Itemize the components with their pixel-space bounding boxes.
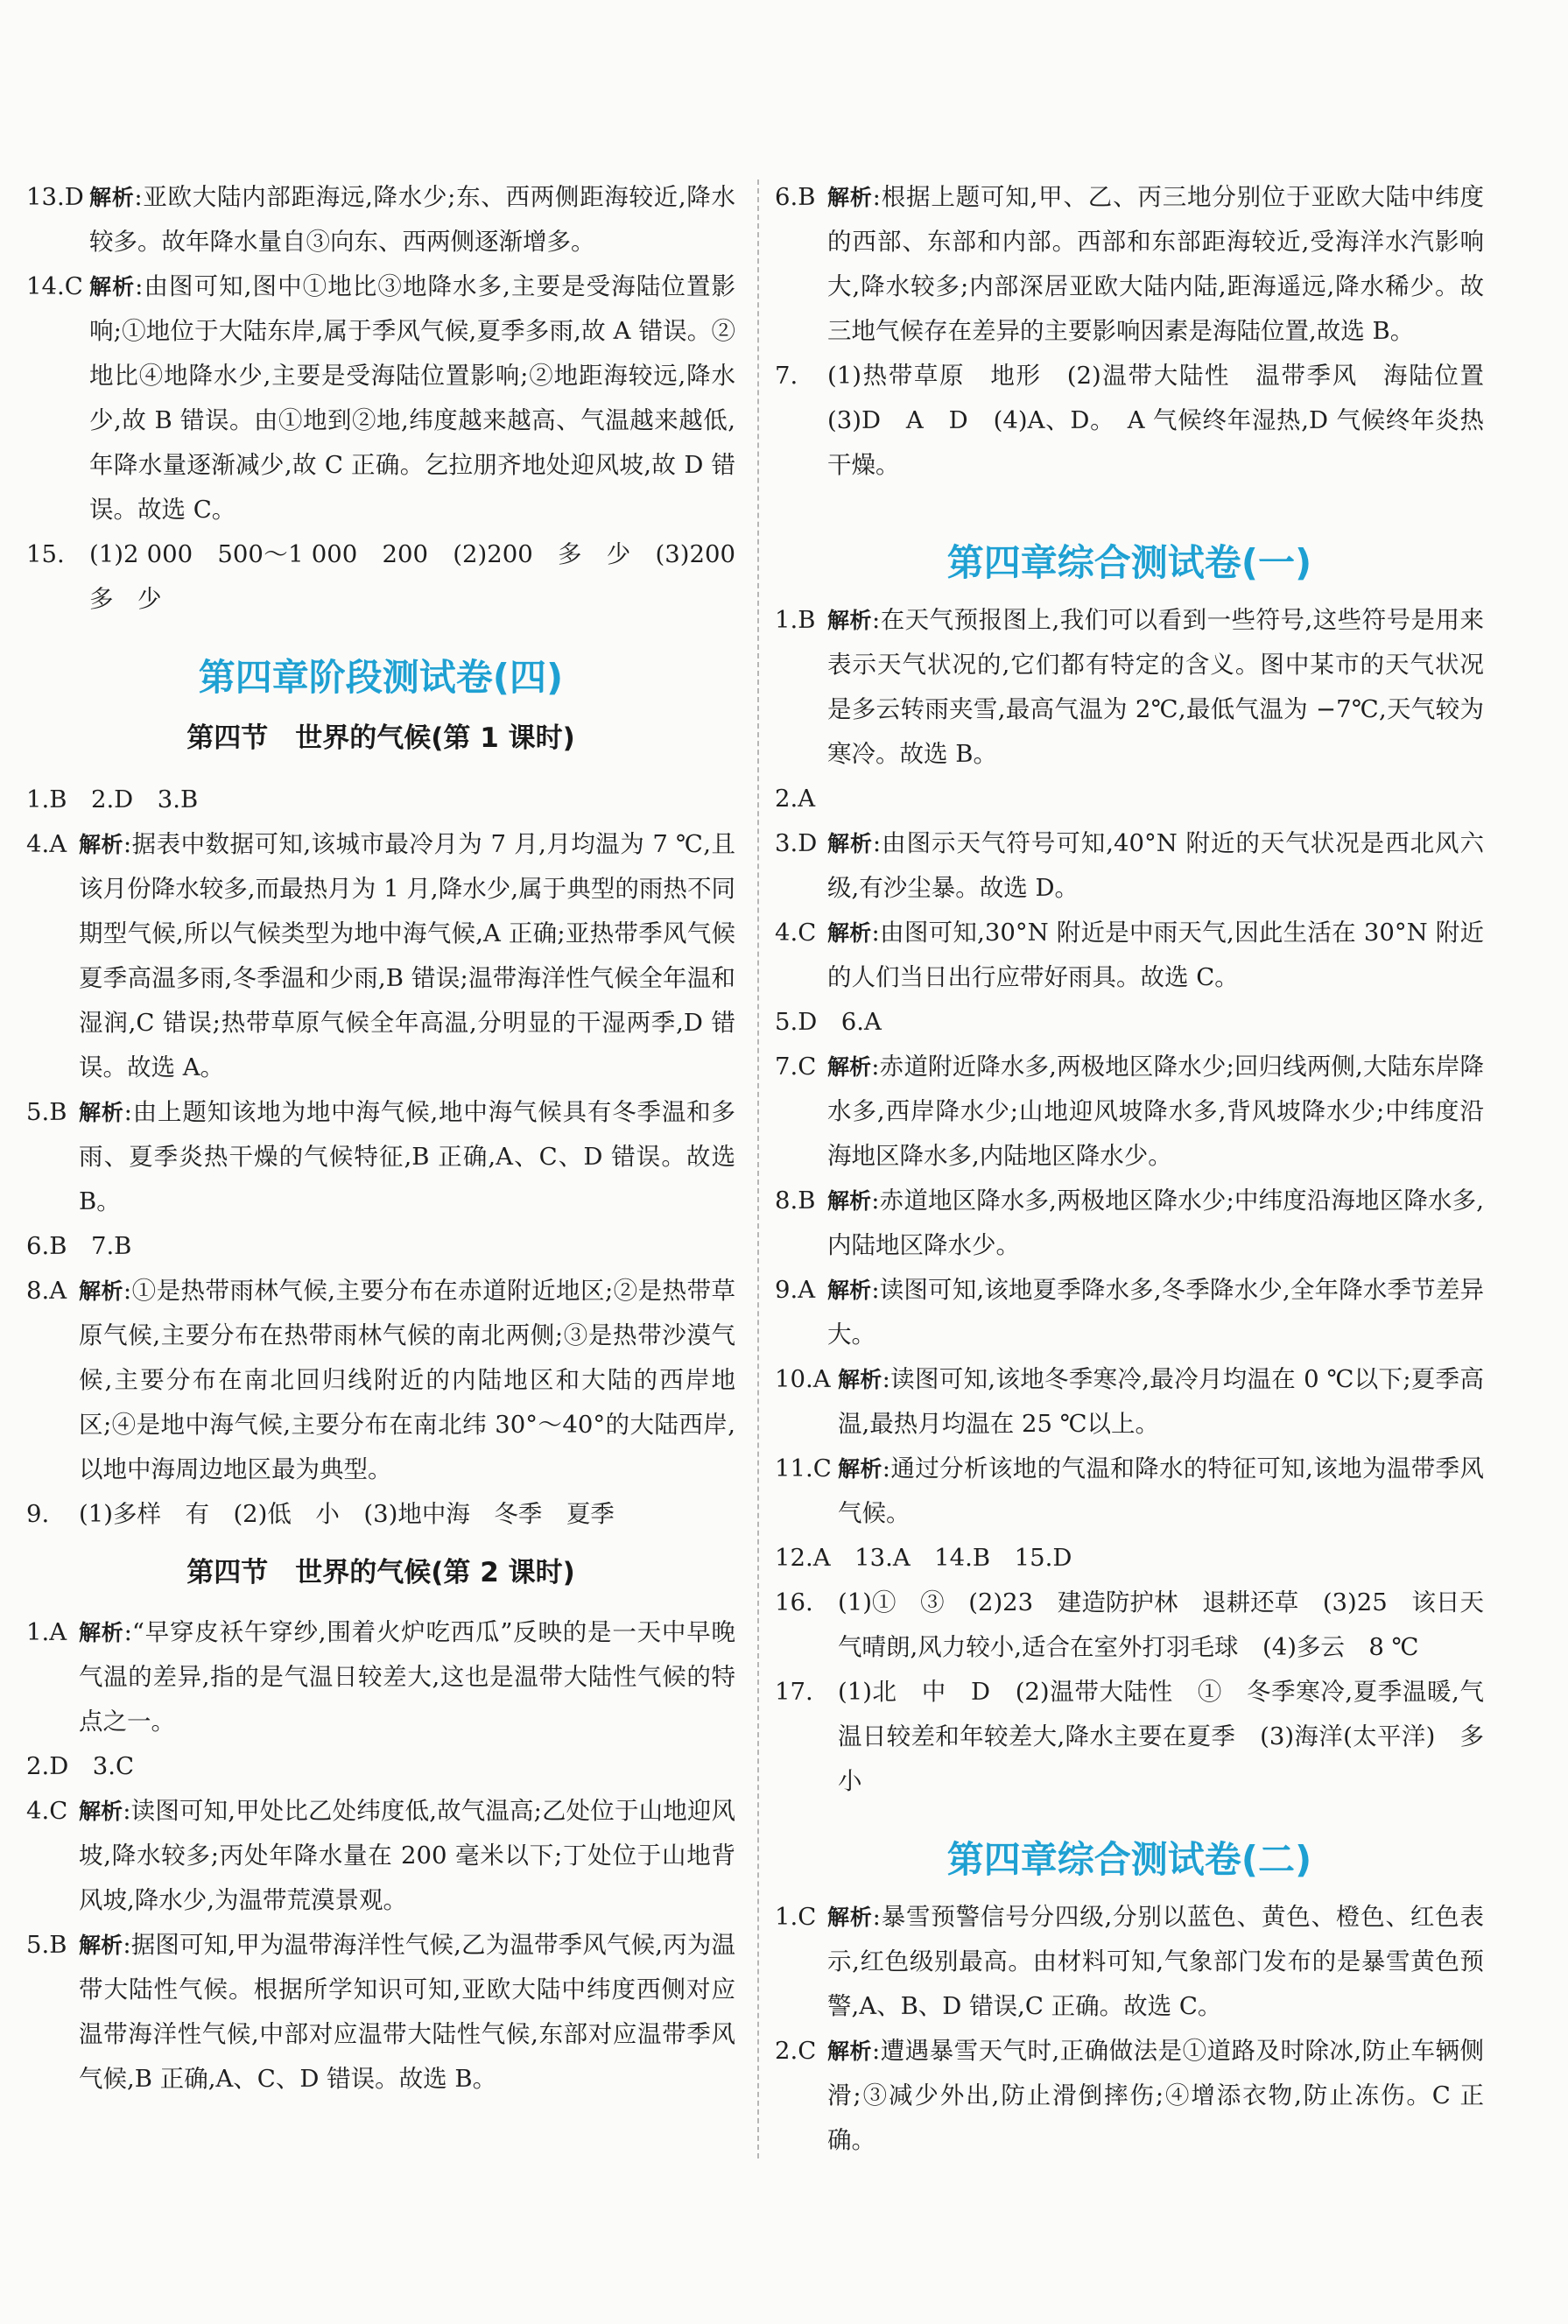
answer-choice: B bbox=[798, 606, 816, 634]
question-number: 16. bbox=[775, 1588, 813, 1616]
answer-choice: A bbox=[49, 1277, 67, 1305]
answers-2-3: 2.D 3.C bbox=[26, 1752, 135, 1780]
question-number: 5. bbox=[26, 1931, 50, 1959]
answer-text: (1)① ③ (2)23 建造防护林 退耕还草 (3)25 该日天气晴朗,风力较小,适合在室外打羽毛球 (4)多云 8 ℃ bbox=[838, 1588, 1484, 1661]
question-number: 8. bbox=[26, 1277, 50, 1305]
answer-choice: A bbox=[49, 1618, 67, 1646]
column-divider bbox=[757, 180, 759, 2159]
analysis-text: :暴雪预警信号分四级,分别以蓝色、黄色、橙色、红色表示,红色级别最高。由材料可知,气象部门发布的是暴雪黄色预警,A、B、D 错误,C 正确。故选 C。 bbox=[827, 1903, 1484, 2020]
answer-choice: C bbox=[798, 1903, 817, 1931]
answer-4 bbox=[26, 822, 735, 1090]
question-number: 5. bbox=[26, 1098, 50, 1126]
analysis-text: :“早穿皮袄午穿纱,围着火炉吃西瓜”反映的是一天中早晚气温的差异,指的是气温日较差大,这也是温带大陆性气候的特点之一。 bbox=[79, 1618, 735, 1736]
answer-4 bbox=[26, 1789, 735, 1923]
analysis-text: :由图可知,30°N 附近是中雨天气,因此生活在 30°N 附近的人们当日出行应带好雨具。故选 C。 bbox=[827, 919, 1484, 991]
answer-choice: B bbox=[798, 183, 816, 211]
answer-9 bbox=[775, 1268, 1484, 1357]
question-number: 9. bbox=[775, 1276, 798, 1304]
analysis-label: 解析 bbox=[838, 1456, 882, 1482]
analysis-label: 解析 bbox=[79, 1100, 124, 1125]
answer-choice: A bbox=[812, 1365, 831, 1393]
analysis-label: 解析 bbox=[827, 185, 873, 210]
analysis-text: :遭遇暴雪天气时,正确做法是①道路及时除冰,防止车辆侧滑;③减少外出,防止滑倒摔伤;④增添衣物,防止冻伤。C 正确。 bbox=[827, 2037, 1484, 2154]
question-number: 10. bbox=[775, 1365, 813, 1393]
analysis-text: :读图可知,该地夏季降水多,冬季降水少,全年降水季节差异大。 bbox=[827, 1276, 1484, 1349]
answer-choice: D bbox=[64, 183, 84, 211]
answers-5-6: 5.D 6.A bbox=[775, 1008, 882, 1036]
analysis-text: :亚欧大陆内部距海远,降水少;东、西两侧距海较近,降水较多。故年降水量自③向东、西两侧逐渐增多。 bbox=[89, 183, 735, 256]
analysis-text: :赤道附近降水多,两极地区降水少;回归线两侧,大陆东岸降水多,西岸降水少;山地迎风坡降水多,背风坡降水少;中纬度沿海地区降水多,内陆地区降水少。 bbox=[827, 1053, 1484, 1170]
analysis-text: :据表中数据可知,该城市最冷月为 7 月,月均温为 7 ℃,且该月份降水较多,而最热月为 1 月,降水少,属于典型的雨热不同期型气候,所以气候类型为地中海气候,A 正确;亚热带季风气候夏季高温多雨,冬季温和少雨,B 错误;温带海洋性气候全年温和湿润,C 错误;热带草原气候全年高温,分明显的干湿两季,D 错误。故选 A。 bbox=[79, 830, 735, 1081]
answer-choice: B bbox=[49, 1931, 67, 1959]
question-number: 9. bbox=[26, 1500, 50, 1528]
answer-4 bbox=[775, 911, 1484, 1000]
answer-17 bbox=[775, 1670, 1508, 1804]
answer-2 bbox=[775, 2029, 1484, 2163]
answer-3 bbox=[775, 821, 1484, 911]
analysis-label: 解析 bbox=[79, 1278, 123, 1304]
question-number: 8. bbox=[775, 1187, 798, 1215]
answer-9 bbox=[26, 1492, 735, 1537]
analysis-label: 解析 bbox=[827, 831, 873, 856]
answer-text: (1)热带草原 地形 (2)温带大陆性 温带季风 海陆位置 (3)D A D (4)A、D。 A 气候终年湿热,D 气候终年炎热干燥。 bbox=[827, 362, 1508, 479]
answer-choice: A bbox=[49, 830, 67, 858]
subsection-title-lesson-1: 第四节 世界的气候(第 1 课时) bbox=[186, 722, 575, 754]
answer-10 bbox=[775, 1357, 1484, 1447]
answers-12-15: 12.A 13.A 14.B 15.D bbox=[775, 1544, 1072, 1572]
answers-1-3: 1.B 2.D 3.B bbox=[26, 785, 199, 813]
analysis-label: 解析 bbox=[89, 274, 136, 299]
answer-16 bbox=[775, 1581, 1484, 1670]
question-number: 4. bbox=[775, 919, 798, 947]
answer-7 bbox=[775, 1045, 1484, 1179]
section-title-comprehensive-test-1: 第四章综合测试卷(一) bbox=[946, 541, 1312, 584]
analysis-text: :①是热带雨林气候,主要分布在赤道附近地区;②是热带草原气候,主要分布在热带雨林气候的南北两侧;③是热带沙漠气候,主要分布在南北回归线附近的内陆地区和大陆的西岸地区;④是地中海气候,主要分布在南北纬 30°～40°的大陆西岸,以地中海周边地区最为典型。 bbox=[79, 1277, 735, 1483]
question-number: 7. bbox=[775, 1053, 798, 1081]
question-number: 13. bbox=[26, 183, 65, 211]
question-number: 2. bbox=[775, 2037, 798, 2065]
analysis-label: 解析 bbox=[79, 1933, 123, 1958]
analysis-label: 解析 bbox=[79, 1620, 124, 1645]
answer-choice: C bbox=[49, 1797, 68, 1825]
answer-15 bbox=[26, 532, 760, 622]
analysis-text: :由图可知,图中①地比③地降水多,主要是受海陆位置影响;①地位于大陆东岸,属于季风气候,夏季多雨,故 A 错误。②地比④地降水少,主要是受海陆位置影响;②地距海较远,降水少,故 B 错误。由①地到②地,纬度越来越高、气温越来越低,年降水量逐渐减少,故 C 正确。乞拉朋齐地处迎风坡,故 D 错误。故选 C。 bbox=[89, 272, 735, 524]
analysis-label: 解析 bbox=[827, 608, 872, 633]
answer-choice: C bbox=[812, 1454, 832, 1482]
answer-text: (1)多样 有 (2)低 小 (3)地中海 冬季 夏季 bbox=[79, 1500, 615, 1528]
question-number: 1. bbox=[775, 1903, 798, 1931]
section-title-comprehensive-test-2: 第四章综合测试卷(二) bbox=[946, 1838, 1312, 1881]
analysis-label: 解析 bbox=[827, 1278, 872, 1303]
answer-choice: A bbox=[798, 1276, 816, 1304]
answer-text: (1)2 000 500～1 000 200 (2)200 多 少 (3)200 多 少 bbox=[89, 540, 760, 613]
analysis-label: 解析 bbox=[79, 1799, 123, 1824]
analysis-text: :根据上题可知,甲、乙、丙三地分别位于亚欧大陆中纬度的西部、东部和内部。西部和东部距海较近,受海洋水汽影响大,降水较多;内部深居亚欧大陆内陆,距海遥远,降水稀少。故三地气候存在差异的主要影响因素是海陆位置,故选 B。 bbox=[827, 183, 1484, 345]
answer-5 bbox=[26, 1090, 735, 1224]
analysis-label: 解析 bbox=[827, 920, 872, 946]
answer-8 bbox=[26, 1269, 735, 1492]
answer-13 bbox=[26, 175, 735, 264]
question-number: 7. bbox=[775, 362, 798, 390]
section-title-stage-test-4: 第四章阶段测试卷(四) bbox=[198, 656, 564, 699]
question-number: 14. bbox=[26, 272, 65, 300]
answer-choice: C bbox=[64, 272, 83, 300]
answer-1 bbox=[775, 598, 1484, 777]
question-number: 11. bbox=[775, 1454, 813, 1482]
answer-choice: C bbox=[798, 2037, 817, 2065]
question-number: 3. bbox=[775, 829, 798, 857]
analysis-text: :通过分析该地的气温和降水的特征可知,该地为温带季风气候。 bbox=[838, 1454, 1484, 1527]
answer-14 bbox=[26, 264, 735, 532]
answer-1 bbox=[26, 1610, 735, 1744]
analysis-label: 解析 bbox=[827, 2039, 872, 2064]
answer-7 bbox=[775, 354, 1508, 488]
answer-8 bbox=[775, 1179, 1484, 1268]
subsection-title-lesson-2: 第四节 世界的气候(第 2 课时) bbox=[186, 1557, 575, 1588]
answer-1 bbox=[775, 1895, 1484, 2029]
analysis-text: :赤道地区降水多,两极地区降水少;中纬度沿海地区降水多,内陆地区降水少。 bbox=[827, 1187, 1484, 1259]
question-number: 1. bbox=[26, 1618, 50, 1646]
analysis-text: :由上题知该地为地中海气候,地中海气候具有冬季温和多雨、夏季炎热干燥的气候特征,B 正确,A、C、D 错误。故选 B。 bbox=[79, 1098, 735, 1215]
analysis-label: 解析 bbox=[827, 1188, 872, 1214]
answer-5 bbox=[26, 1923, 735, 2102]
analysis-label: 解析 bbox=[827, 1905, 873, 1930]
analysis-text: :读图可知,甲处比乙处纬度低,故气温高;乙处位于山地迎风坡,降水较多;丙处年降水量在 200 毫米以下;丁处位于山地背风坡,降水少,为温带荒漠景观。 bbox=[79, 1797, 735, 1914]
analysis-label: 解析 bbox=[79, 832, 123, 857]
analysis-text: :读图可知,该地冬季寒冷,最冷月均温在 0 ℃以下;夏季高温,最热月均温在 25 ℃以上。 bbox=[838, 1365, 1484, 1438]
analysis-text: :在天气预报图上,我们可以看到一些符号,这些符号是用来表示天气状况的,它们都有特定的含义。图中某市的天气状况是多云转雨夹雪,最高气温为 2℃,最低气温为 −7℃,天气较为寒冷。故选 B。 bbox=[827, 606, 1484, 768]
answer-choice: B bbox=[798, 1187, 816, 1215]
answer-6 bbox=[775, 175, 1484, 354]
answer-text: (1)北 中 D (2)温带大陆性 ① 冬季寒冷,夏季温暖,气温日较差和年较差大,降水主要在夏季 (3)海洋(太平洋) 多 小 bbox=[838, 1678, 1508, 1795]
answer-choice: C bbox=[798, 919, 817, 947]
question-number: 4. bbox=[26, 1797, 50, 1825]
analysis-label: 解析 bbox=[827, 1054, 872, 1080]
answer-choice: C bbox=[798, 1053, 817, 1081]
right-column bbox=[775, 175, 1508, 2163]
answer-2: 2.A bbox=[775, 785, 816, 813]
analysis-text: :由图示天气符号可知,40°N 附近的天气状况是西北风六级,有沙尘暴。故选 D。 bbox=[827, 829, 1484, 902]
question-number: 6. bbox=[775, 183, 798, 211]
question-number: 15. bbox=[26, 540, 65, 568]
left-column bbox=[26, 175, 760, 2102]
analysis-text: :据图可知,甲为温带海洋性气候,乙为温带季风气候,丙为温带大陆性气候。根据所学知识可知,亚欧大陆中纬度西侧对应温带海洋性气候,中部对应温带大陆性气候,东部对应温带季风气候,B 正确,A、C、D 错误。故选 B。 bbox=[79, 1931, 735, 2093]
analysis-label: 解析 bbox=[838, 1367, 882, 1392]
answers-6-7: 6.B 7.B bbox=[26, 1232, 132, 1260]
answer-11 bbox=[775, 1447, 1484, 1536]
answer-choice: D bbox=[798, 829, 818, 857]
analysis-label: 解析 bbox=[89, 185, 135, 210]
question-number: 4. bbox=[26, 830, 50, 858]
question-number: 17. bbox=[775, 1678, 813, 1706]
question-number: 1. bbox=[775, 606, 798, 634]
answer-choice: B bbox=[49, 1098, 67, 1126]
